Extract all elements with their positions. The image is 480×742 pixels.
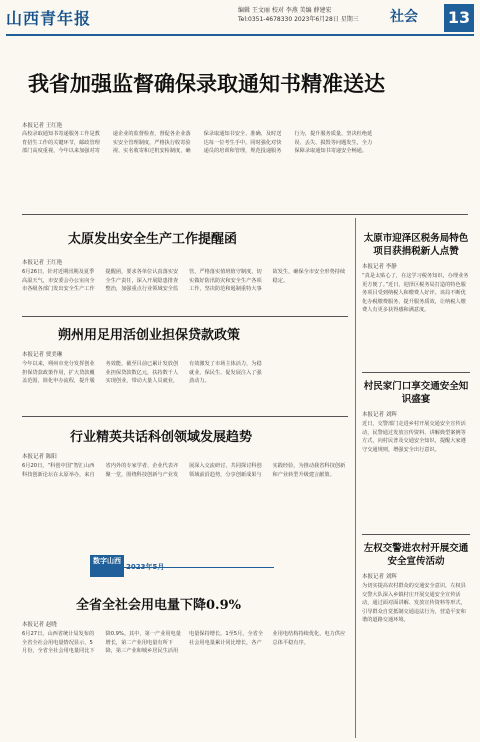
- column-divider: [355, 218, 356, 738]
- sidebar-body: 近日，交警部门走进乡村开展交通安全宣传活动，民警通过发放宣传资料、讲解典型案例等方式，向村民普及交通安全知识，提醒大家遵守交通规则，增强安全出行意识。: [362, 421, 466, 453]
- article-headline: 全省全社会用电量下降0.9%: [76, 598, 241, 613]
- section-name: 社会: [390, 9, 418, 25]
- sidebar-body: 为切实提高农村群众的交通安全意识，左权县交警大队深入乡镇村庄开展交通安全宣传活动，通过面对面讲解、发放宣传资料等形式，引导群众自觉抵制交通违法行为，营造平安和谐的道路交通环境。: [362, 583, 466, 624]
- article-byline: 本报记者 贾美琳: [22, 352, 63, 358]
- article-byline: 本报记者 王红艳: [22, 260, 63, 266]
- article-body: 6月26日，针对近期汛期及夏季高温天气，市安委会办公室向全市各级各部门发出安全生产工作提醒函，要求各单位认真落实安全生产责任，深入开展隐患排查整治，加强重点行业领域安全监管，严格落实值班值守制度，切实做好防汛防灾和安全生产各项工作，坚决防范和遏制重特大事故发生，确保全市安全形势持续稳定。: [22, 269, 346, 293]
- sidebar-headline: 太原市迎泽区税务局特色项目获捐税新人点赞: [363, 233, 469, 257]
- editor-line: 编辑 王文丽 校对 李燕 美编 薛建宏: [238, 7, 332, 14]
- article-body: 6月27日，山西省统计局发布的全省全社会用电量情况显示，5月份，全省全社会用电量同比下降0.9%。其中，第一产业用电量增长，第二产业用电量有所下降，第三产业和城乡居民生活用电量保持增长。1至5月，全省全社会用电量累计同比增长，各产业用电结构持续优化，电力供应总体平稳有序。: [22, 631, 346, 655]
- article-headline: 我省加强监督确保录取通知书精准送达: [28, 71, 385, 96]
- sidebar-body: “真是太贴心了，在这学习税务知识，办理业务更方便了。”近日，迎泽区税务局打造的特色服务项目受到纳税人和缴费人好评。该局不断优化办税缴费服务，提升服务质效，让纳税人缴费人有更多获得感和满意度。: [362, 273, 469, 314]
- article-body: 6月20日，“科创中国”智汇山西科技创新论坛在太原举办，来自省内外的专家学者、企业代表齐聚一堂，围绕科技创新与产业发展深入交流研讨，共同探讨科创领域前沿趋势，分享创新成果与实践经验，为推动我省科技创新和产业转型升级建言献策。: [22, 463, 346, 478]
- divider: [362, 534, 470, 535]
- article-byline: 本报记者 王红艳: [22, 123, 63, 129]
- newspaper-logo: 山西青年报: [6, 9, 92, 28]
- masthead: [6, 2, 474, 36]
- badge-date: 2023年5月: [126, 563, 165, 571]
- masthead-meta: [238, 6, 359, 24]
- sidebar-byline: 本报记者 刘辉: [362, 412, 397, 418]
- article-headline: 朔州用足用活创业担保贷款政策: [58, 328, 241, 343]
- divider: [22, 316, 348, 317]
- article-byline: 本报记者 陈阳: [22, 454, 57, 460]
- sidebar-byline: 本报记者 刘辉: [362, 574, 397, 580]
- article-headline: 行业精英共话科创领域发展趋势: [70, 430, 253, 445]
- sidebar-byline: 本报记者 李静: [362, 264, 397, 270]
- article-byline: 本报记者 赵晓: [22, 622, 57, 628]
- badge-bar: [124, 567, 274, 577]
- contact-line: Tel:0351-4678330 2023年6月28日 星期三: [238, 16, 359, 23]
- page-number: 13: [444, 4, 474, 32]
- sidebar-headline: 左权交警进农村开展交通安全宣传活动: [363, 543, 469, 567]
- divider: [22, 416, 348, 417]
- digital-shanxi-badge: 数字山西: [90, 555, 124, 577]
- divider: [362, 372, 470, 373]
- article-headline: 太原发出安全生产工作提醒函: [68, 232, 238, 247]
- divider: [22, 214, 468, 215]
- sidebar-headline: 村民家门口享交通安全知识盛宴: [363, 381, 469, 405]
- article-body: 高校录取通知书寄递服务工作是教育招生工作的关键环节，邮政管理部门高度重视，今年以来加强对寄递企业的监督检查，督促各企业落实安全管理制度，严格执行收寄验视、实名收寄和过机安检制度，确保录取通知书安全、准确、及时送达每一位考生手中。同时强化对快递员的培训和管理，规范投递服务行为，提升服务质量，坚决杜绝延误、丢失、损毁等问题发生，全力保障录取通知书寄递安全畅通。: [22, 131, 373, 155]
- article-body: 今年以来，朔州市充分发挥创业担保贷款政策作用，扩大贷款覆盖范围，简化申办流程，提升服务效能，截至目前已累计发放创业担保贷款数亿元，扶持数千人实现创业，带动大量人员就业，有效激发了市场主体活力，为稳就业、保民生、促发展注入了强劲动力。: [22, 361, 262, 385]
